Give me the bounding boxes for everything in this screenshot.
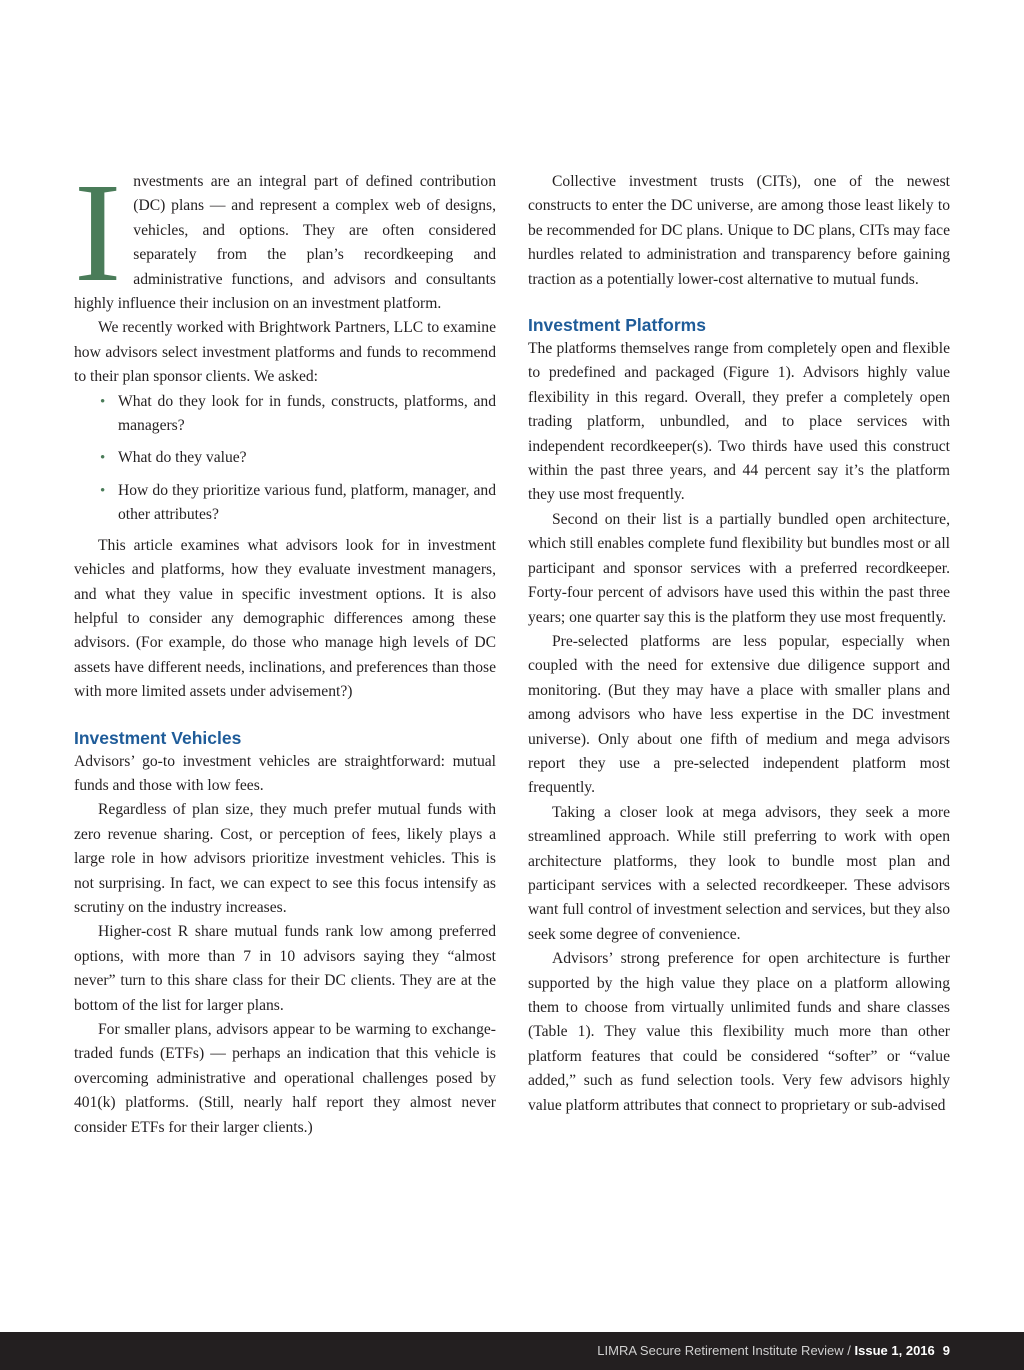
paragraph-article-overview: This article examines what advisors look for in investment vehicles and platforms, how they evaluate investment managers, and what they value in specific investment options. It is also helpful to consider any demographic differences among these advisors. (For example, do those who manage high levels of DC assets have different needs, inclinations, and preferences than those with more limited assets under advisement?) bbox=[74, 536, 496, 701]
paragraph-vehicles-rshare: Higher-cost R share mutual funds rank low among preferred options, with more than 7 in 10 advisors saying they “almost never” turn to this share class for their DC clients. They are at the bottom of the list for larger plans. bbox=[74, 923, 496, 1014]
bullet-icon: • bbox=[100, 482, 106, 499]
heading-investment-vehicles: Investment Vehicles bbox=[74, 727, 242, 748]
paragraph-platforms-preselected: Pre-selected platforms are less popular, especially when coupled with the need for extensive due diligence support and monitoring. (But they may have a place with smaller plans and among advisors who have less expertise in the DC investment universe). Only about one fifth of medium and mega advisors report they use a pre-selected independent platform most frequently. bbox=[528, 632, 950, 797]
intro-paragraph bbox=[74, 153, 496, 316]
intro-text: nvestments are an integral part of defined contribution (DC) plans — and represent a complex web of designs, vehicles, and options. They are often considered separately from the plan’s recordkeeping and administrative functions, and advisors and consultants highly influence their inclusion on an investment platform. bbox=[74, 173, 496, 313]
list-item-text: How do they prioritize various fund, platform, manager, and other attributes? bbox=[118, 481, 496, 524]
paragraph-platforms-lead: The platforms themselves range from completely open and flexible to predefined and packaged (Figure 1). Advisors highly value flexibility in this regard. Overall, they prefer a completely open trading platform, unbundled, and to place services with independent recordkeeper(s). Two thirds have used this construct within the past three years, and 44 percent say it’s the platform they use most frequently. bbox=[528, 340, 950, 504]
page-number: 9 bbox=[942, 1343, 950, 1358]
page-footer bbox=[0, 1332, 1024, 1370]
paragraph-vehicles-lead: Advisors’ go-to investment vehicles are straightforward: mutual funds and those with low fees. bbox=[74, 752, 496, 794]
paragraph-platforms-open-architecture: Advisors’ strong preference for open architecture is further supported by the high value they place on a platform allowing them to choose from virtually unlimited funds and share classes (Table 1). They value this flexibility much more than other platform features that could be considered “softer” or “value added,” such as fund selection tools. Very few advisors highly value platform attributes that connect to proprietary or sub-advised bbox=[528, 950, 950, 1114]
bullet-icon: • bbox=[100, 450, 106, 467]
paragraph-platforms-bundled: Second on their list is a partially bundled open architecture, which still enables complete fund flexibility but bundles most or all participant and sponsor services with a preferred recordkeeper. Forty-four percent of advisors have used this within the past three years; one quarter say this is the platform they use most frequently. bbox=[528, 510, 950, 626]
footer-issue: Issue 1, 2016 bbox=[854, 1343, 935, 1358]
heading-investment-platforms: Investment Platforms bbox=[528, 315, 706, 336]
question-list bbox=[74, 390, 496, 528]
list-item bbox=[74, 446, 496, 470]
list-item bbox=[74, 479, 496, 528]
paragraph-cits: Collective investment trusts (CITs), one of the newest constructs to enter the DC universe, are among those least likely to be recommended for DC plans. Unique to DC plans, CITs may face hurdles related to administration and transparency before gaining traction as a potentially lower-cost alternative to mutual funds. bbox=[528, 173, 950, 288]
right-column bbox=[528, 170, 950, 1118]
footer-text bbox=[597, 1343, 950, 1358]
paragraph-vehicles-fees: Regardless of plan size, they much prefer mutual funds with zero revenue sharing. Cost, or perception of fees, likely plays a large role in how advisors prioritize investment vehicles. This is not surprising. In fact, we can expect to see this focus intensify as scrutiny on the industry increases. bbox=[74, 801, 496, 916]
list-item-text: What do they look for in funds, constructs, platforms, and managers? bbox=[118, 392, 496, 435]
paragraph-platforms-mega: Taking a closer look at mega advisors, they seek a more streamlined approach. While still preferring to work with open architecture platforms, they look to bundle most plan and participant services with a selected recordkeeper. These advisors want full control of investment selection and services, but they also seek some degree of convenience. bbox=[528, 803, 950, 943]
list-item-text: What do they value? bbox=[118, 449, 247, 467]
list-item bbox=[74, 390, 496, 439]
paragraph-brightwork: We recently worked with Brightwork Partners, LLC to examine how advisors select investment platforms and funds to recommend to their plan sponsor clients. We asked: bbox=[74, 319, 496, 386]
paragraph-vehicles-etfs: For smaller plans, advisors appear to be warming to exchange-traded funds (ETFs) — perhaps an indication that this vehicle is overcoming administrative and operational challenges posed by 401(k) platforms. (Still, nearly half report they almost never consider ETFs for their larger clients.) bbox=[74, 1021, 496, 1136]
drop-cap: I bbox=[74, 153, 122, 311]
footer-publication: LIMRA Secure Retirement Institute Review bbox=[597, 1343, 844, 1358]
footer-separator: / bbox=[843, 1343, 855, 1358]
left-column bbox=[74, 153, 496, 1140]
bullet-icon: • bbox=[100, 393, 106, 410]
